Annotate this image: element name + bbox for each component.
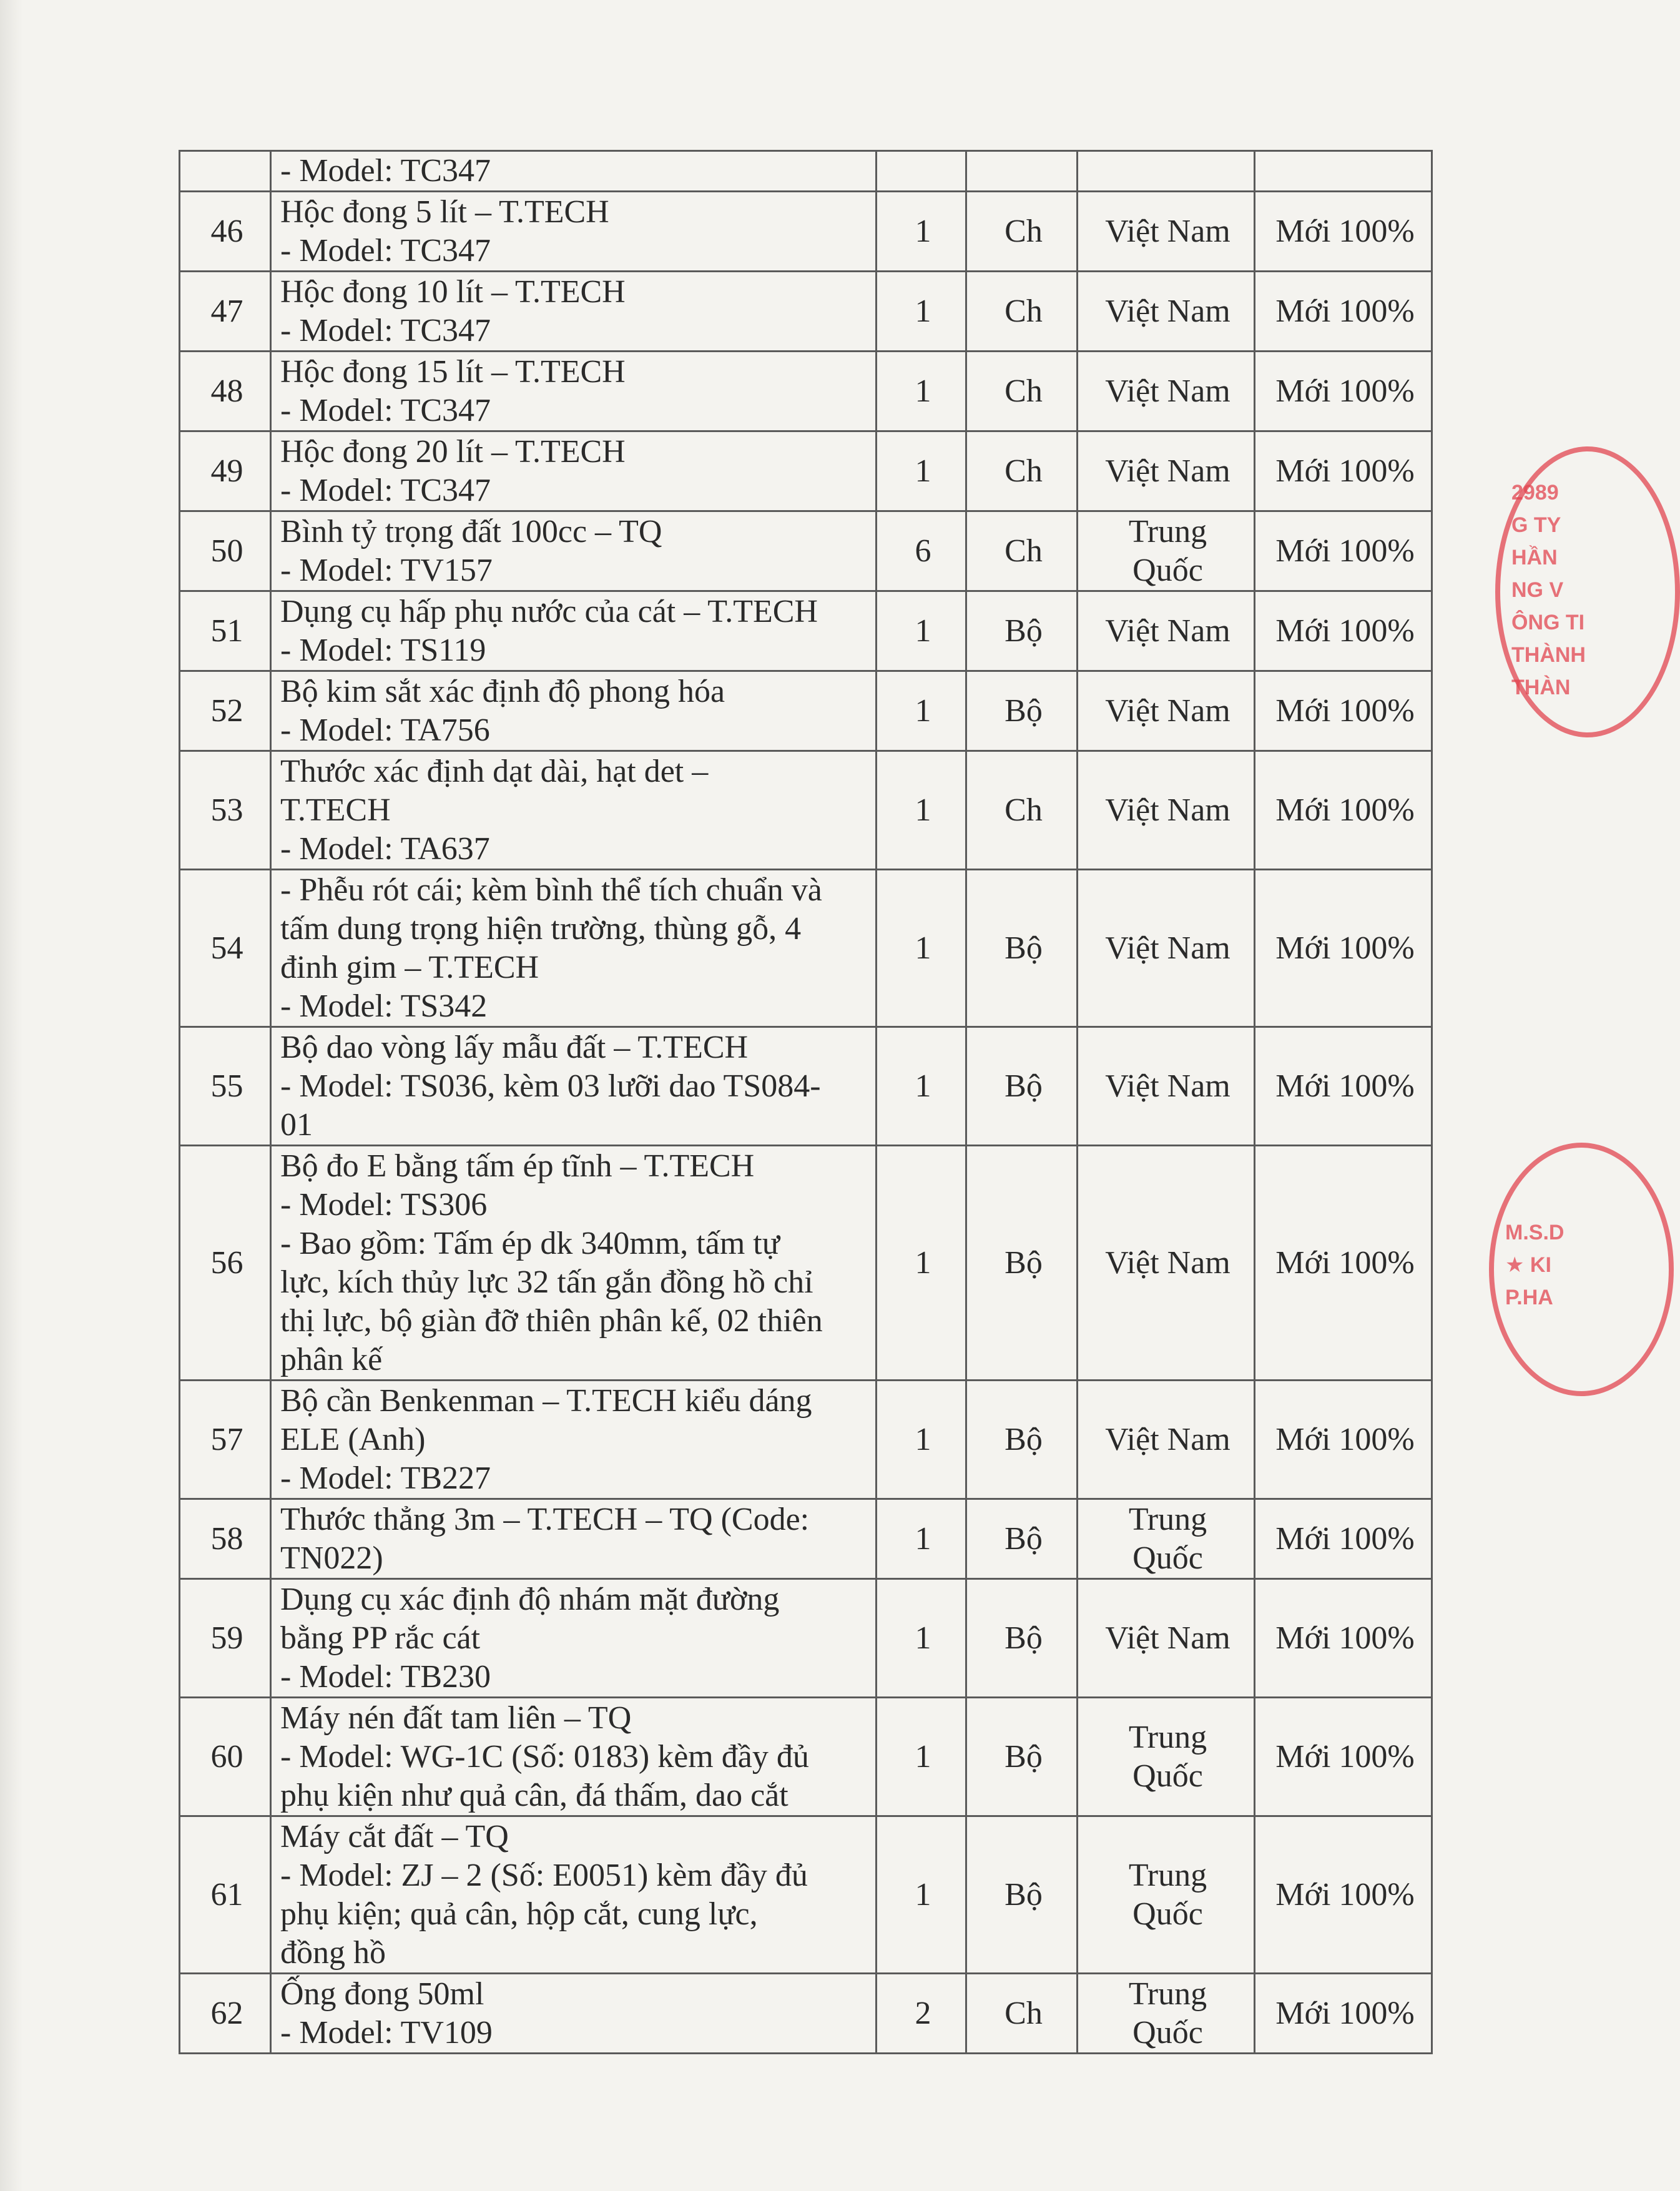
seal-text-line: G TY [1511, 513, 1561, 537]
description-line: phụ kiện; quả cân, hộp cắt, cung lực, [280, 1896, 758, 1932]
description-line: - Model: WG-1C (Số: 0183) kèm đầy đủ [280, 1738, 809, 1775]
item-description-cell [271, 431, 877, 511]
description-line: - Model: TV157 [280, 552, 493, 588]
quantity-cell: 1 [877, 272, 966, 352]
seal-text-line: P.HA [1505, 1286, 1553, 1309]
item-description-cell [271, 1146, 877, 1381]
origin-line: Việt Nam [1105, 613, 1231, 649]
table-row [180, 1381, 1432, 1499]
equipment-table-body [180, 151, 1432, 2054]
description-line: 01 [280, 1106, 313, 1143]
description-line: đinh gim – T.TECH [280, 949, 539, 985]
description-line: Máy nén đất tam liên – TQ [280, 1700, 632, 1736]
seal-text-line: 2989 [1511, 481, 1559, 505]
origin-cell [1078, 1146, 1255, 1381]
description-line: Bình tỷ trọng đất 100cc – TQ [280, 513, 662, 549]
unit-cell: Bộ [966, 1816, 1078, 1974]
origin-cell [1078, 352, 1255, 431]
seal-text-line: THÀN [1511, 676, 1571, 699]
item-number-cell: 52 [180, 671, 271, 751]
item-description-cell [271, 671, 877, 751]
description-line: - Model: TV109 [280, 2014, 493, 2051]
origin-line: Việt Nam [1105, 213, 1231, 249]
company-seal-stamp [1495, 446, 1680, 737]
item-description-cell [271, 151, 877, 192]
quantity-cell: 1 [877, 671, 966, 751]
item-description-cell [271, 1027, 877, 1146]
description-line: Bộ đo E bằng tấm ép tĩnh – T.TECH [280, 1148, 755, 1184]
origin-line: Quốc [1132, 1896, 1203, 1932]
origin-cell [1078, 511, 1255, 591]
table-row [180, 1027, 1432, 1146]
origin-cell [1078, 431, 1255, 511]
condition-cell: Mới 100% [1255, 1381, 1432, 1499]
origin-line: Trung [1128, 1976, 1207, 2012]
description-line: - Model: TC347 [280, 472, 491, 508]
unit-cell: Ch [966, 511, 1078, 591]
table-row [180, 192, 1432, 272]
origin-line: Việt Nam [1105, 792, 1231, 828]
description-line: - Model: TS342 [280, 988, 488, 1024]
description-line: Hộc đong 5 lít – T.TECH [280, 194, 609, 230]
condition-cell: Mới 100% [1255, 1146, 1432, 1381]
condition-cell: Mới 100% [1255, 1698, 1432, 1816]
condition-cell: Mới 100% [1255, 511, 1432, 591]
unit-cell [966, 151, 1078, 192]
item-number-cell: 47 [180, 272, 271, 352]
item-description-cell [271, 1579, 877, 1698]
item-description-cell [271, 272, 877, 352]
unit-cell: Bộ [966, 1146, 1078, 1381]
unit-cell: Ch [966, 1974, 1078, 2054]
origin-line: Việt Nam [1105, 1068, 1231, 1104]
origin-cell [1078, 272, 1255, 352]
unit-cell: Bộ [966, 1499, 1078, 1579]
description-line: thị lực, bộ giàn đỡ thiên phân kế, 02 thiên [280, 1302, 823, 1339]
description-line: bằng PP rắc cát [280, 1620, 481, 1656]
condition-cell: Mới 100% [1255, 1816, 1432, 1974]
table-row [180, 751, 1432, 870]
origin-line: Trung [1128, 1501, 1207, 1537]
quantity-cell: 1 [877, 1499, 966, 1579]
condition-cell: Mới 100% [1255, 352, 1432, 431]
quantity-cell: 1 [877, 751, 966, 870]
quantity-cell: 1 [877, 1579, 966, 1698]
item-number-cell: 58 [180, 1499, 271, 1579]
item-description-cell [271, 352, 877, 431]
item-description-cell [271, 1816, 877, 1974]
seal-text-line: HẦN [1511, 546, 1558, 569]
origin-line: Quốc [1132, 2014, 1203, 2051]
unit-cell: Ch [966, 751, 1078, 870]
origin-cell [1078, 1381, 1255, 1499]
description-line: - Model: ZJ – 2 (Số: E0051) kèm đầy đủ [280, 1857, 808, 1893]
unit-cell: Bộ [966, 591, 1078, 671]
equipment-table [179, 150, 1433, 2054]
description-line: Bộ kim sắt xác định độ phong hóa [280, 673, 725, 709]
description-line: Hộc đong 10 lít – T.TECH [280, 273, 626, 310]
unit-cell: Ch [966, 431, 1078, 511]
quantity-cell: 1 [877, 1146, 966, 1381]
item-number-cell: 46 [180, 192, 271, 272]
item-description-cell [271, 192, 877, 272]
item-description-cell [271, 870, 877, 1027]
description-line: - Model: TC347 [280, 153, 491, 189]
origin-line: Việt Nam [1105, 373, 1231, 409]
description-line: Dụng cụ hấp phụ nước của cát – T.TECH [280, 593, 818, 629]
origin-cell [1078, 591, 1255, 671]
description-line: - Bao gồm: Tấm ép dk 340mm, tấm tự [280, 1225, 780, 1261]
item-number-cell [180, 151, 271, 192]
origin-cell [1078, 1027, 1255, 1146]
quantity-cell: 1 [877, 1027, 966, 1146]
origin-line: Trung [1128, 1719, 1207, 1755]
description-line: ELE (Anh) [280, 1421, 426, 1457]
seal-text-line: NG V [1511, 578, 1564, 602]
description-line: TN022) [280, 1540, 383, 1576]
origin-cell [1078, 1698, 1255, 1816]
origin-cell [1078, 151, 1255, 192]
seal-text-line: M.S.D [1505, 1221, 1565, 1244]
origin-line: Việt Nam [1105, 692, 1231, 729]
table-row [180, 1816, 1432, 1974]
origin-cell [1078, 1974, 1255, 2054]
table-row [180, 1579, 1432, 1698]
table-row [180, 431, 1432, 511]
description-line: - Model: TC347 [280, 232, 491, 268]
description-line: Bộ cần Benkenman – T.TECH kiểu dáng [280, 1382, 812, 1419]
unit-cell: Bộ [966, 870, 1078, 1027]
description-line: - Model: TB227 [280, 1460, 491, 1496]
origin-line: Trung [1128, 513, 1207, 549]
condition-cell: Mới 100% [1255, 751, 1432, 870]
item-number-cell: 53 [180, 751, 271, 870]
origin-cell [1078, 870, 1255, 1027]
description-line: phụ kiện như quả cân, đá thấm, dao cắt [280, 1777, 788, 1813]
description-line: Bộ dao vòng lấy mẫu đất – T.TECH [280, 1029, 749, 1065]
description-line: - Model: TS306 [280, 1186, 488, 1223]
page-edge-shadow [0, 0, 22, 2191]
quantity-cell: 1 [877, 1698, 966, 1816]
description-line: đồng hồ [280, 1934, 386, 1971]
unit-cell: Ch [966, 272, 1078, 352]
item-number-cell: 50 [180, 511, 271, 591]
condition-cell: Mới 100% [1255, 192, 1432, 272]
unit-cell: Bộ [966, 671, 1078, 751]
item-description-cell [271, 591, 877, 671]
item-description-cell [271, 751, 877, 870]
item-number-cell: 49 [180, 431, 271, 511]
quantity-cell: 1 [877, 1816, 966, 1974]
description-line: Thước xác định dạt dài, hạt det – [280, 753, 709, 789]
description-line: - Model: TA637 [280, 830, 490, 867]
description-line: - Model: TC347 [280, 392, 491, 428]
description-line: - Model: TS036, kèm 03 lưỡi dao TS084- [280, 1068, 821, 1104]
item-number-cell: 59 [180, 1579, 271, 1698]
unit-cell: Ch [966, 192, 1078, 272]
table-row [180, 1698, 1432, 1816]
seal-lettering [1511, 476, 1586, 704]
quantity-cell [877, 151, 966, 192]
table-row [180, 1974, 1432, 2054]
description-line: Hộc đong 20 lít – T.TECH [280, 433, 626, 470]
table-row [180, 870, 1432, 1027]
item-description-cell [271, 1381, 877, 1499]
description-line: Máy cắt đất – TQ [280, 1818, 509, 1854]
description-line: Thước thẳng 3m – T.TECH – TQ (Code: [280, 1501, 810, 1537]
description-line: - Phễu rót cái; kèm bình thể tích chuẩn và [280, 872, 822, 908]
origin-line: Quốc [1132, 1758, 1203, 1794]
description-line: - Model: TS119 [280, 632, 486, 668]
director-seal-stamp [1489, 1143, 1674, 1396]
description-line: - Model: TA756 [280, 712, 490, 748]
origin-cell [1078, 1816, 1255, 1974]
table-row [180, 671, 1432, 751]
item-number-cell: 48 [180, 352, 271, 431]
origin-line: Việt Nam [1105, 1421, 1231, 1457]
table-row [180, 591, 1432, 671]
seal-text-line: ÔNG TI [1511, 611, 1585, 634]
item-number-cell: 57 [180, 1381, 271, 1499]
quantity-cell: 1 [877, 352, 966, 431]
table-row [180, 1499, 1432, 1579]
table-row [180, 511, 1432, 591]
condition-cell: Mới 100% [1255, 870, 1432, 1027]
table-row [180, 1146, 1432, 1381]
item-description-cell [271, 1698, 877, 1816]
item-description-cell [271, 1499, 877, 1579]
table-row [180, 352, 1432, 431]
quantity-cell: 6 [877, 511, 966, 591]
origin-cell [1078, 671, 1255, 751]
origin-line: Việt Nam [1105, 293, 1231, 329]
seal-text-line: THÀNH [1511, 643, 1586, 667]
table-row [180, 151, 1432, 192]
quantity-cell: 2 [877, 1974, 966, 2054]
condition-cell: Mới 100% [1255, 671, 1432, 751]
quantity-cell: 1 [877, 870, 966, 1027]
item-number-cell: 51 [180, 591, 271, 671]
item-number-cell: 55 [180, 1027, 271, 1146]
item-number-cell: 61 [180, 1816, 271, 1974]
quantity-cell: 1 [877, 1381, 966, 1499]
description-line: lực, kích thủy lực 32 tấn gắn đồng hồ chỉ [280, 1264, 813, 1300]
origin-line: Quốc [1132, 552, 1203, 588]
seal-lettering [1505, 1216, 1564, 1314]
condition-cell: Mới 100% [1255, 1027, 1432, 1146]
origin-line: Quốc [1132, 1540, 1203, 1576]
condition-cell: Mới 100% [1255, 272, 1432, 352]
item-description-cell [271, 1974, 877, 2054]
description-line: Dụng cụ xác định độ nhám mặt đường [280, 1581, 780, 1617]
origin-cell [1078, 1499, 1255, 1579]
condition-cell: Mới 100% [1255, 1974, 1432, 2054]
description-line: tấm dung trọng hiện trường, thùng gỗ, 4 [280, 910, 802, 947]
table-row [180, 272, 1432, 352]
seal-text-line: ★ KI [1505, 1253, 1551, 1277]
condition-cell: Mới 100% [1255, 591, 1432, 671]
unit-cell: Bộ [966, 1579, 1078, 1698]
item-number-cell: 62 [180, 1974, 271, 2054]
origin-line: Việt Nam [1105, 930, 1231, 966]
unit-cell: Ch [966, 352, 1078, 431]
unit-cell: Bộ [966, 1027, 1078, 1146]
quantity-cell: 1 [877, 431, 966, 511]
description-line: - Model: TB230 [280, 1658, 491, 1695]
item-description-cell [271, 511, 877, 591]
origin-cell [1078, 192, 1255, 272]
origin-line: Trung [1128, 1857, 1207, 1893]
origin-cell [1078, 751, 1255, 870]
item-number-cell: 56 [180, 1146, 271, 1381]
origin-line: Việt Nam [1105, 1244, 1231, 1281]
condition-cell: Mới 100% [1255, 431, 1432, 511]
condition-cell: Mới 100% [1255, 1579, 1432, 1698]
description-line: phân kế [280, 1341, 383, 1377]
description-line: T.TECH [280, 792, 391, 828]
condition-cell: Mới 100% [1255, 1499, 1432, 1579]
origin-line: Việt Nam [1105, 453, 1231, 489]
description-line: Ống đong 50ml [280, 1976, 484, 2012]
description-line: - Model: TC347 [280, 312, 491, 348]
origin-cell [1078, 1579, 1255, 1698]
quantity-cell: 1 [877, 591, 966, 671]
condition-cell [1255, 151, 1432, 192]
unit-cell: Bộ [966, 1381, 1078, 1499]
item-number-cell: 60 [180, 1698, 271, 1816]
quantity-cell: 1 [877, 192, 966, 272]
unit-cell: Bộ [966, 1698, 1078, 1816]
origin-line: Việt Nam [1105, 1620, 1231, 1656]
item-number-cell: 54 [180, 870, 271, 1027]
description-line: Hộc đong 15 lít – T.TECH [280, 353, 626, 390]
